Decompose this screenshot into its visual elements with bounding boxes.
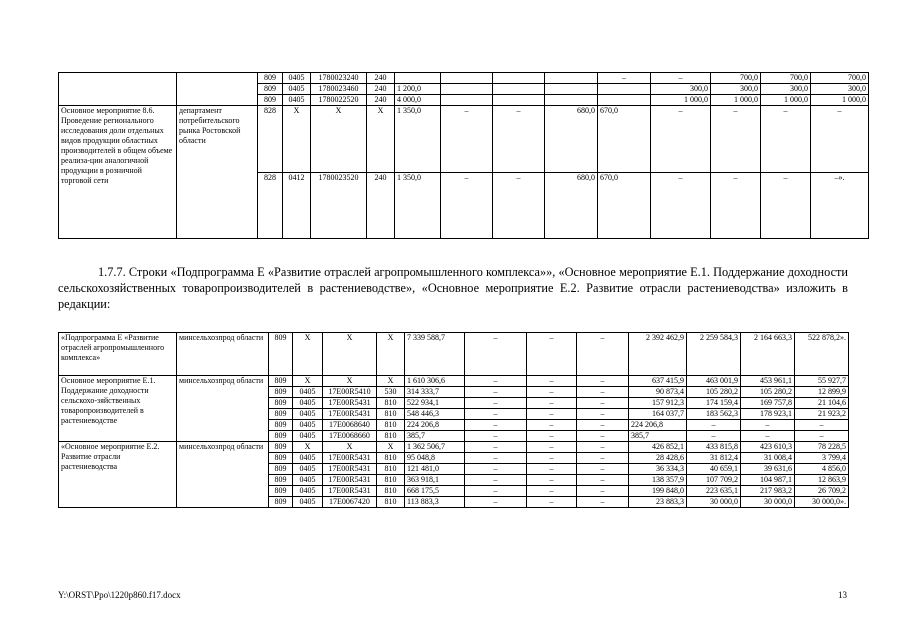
cell-csr: X bbox=[323, 333, 377, 376]
cell-grbs: 809 bbox=[269, 398, 293, 409]
cell-grbs: 809 bbox=[269, 333, 293, 376]
cell-year: 522 878,2». bbox=[795, 333, 849, 376]
cell-year: – bbox=[493, 106, 545, 173]
cell-rzpr: 0405 bbox=[293, 486, 323, 497]
cell-year: 223 635,1 bbox=[687, 486, 741, 497]
cell-year: – bbox=[493, 172, 545, 239]
cell-year: –». bbox=[811, 172, 869, 239]
cell-year bbox=[598, 84, 651, 95]
cell-vr: X bbox=[377, 442, 405, 453]
cell-year: 680,0 bbox=[545, 106, 598, 173]
cell-year: – bbox=[577, 420, 629, 431]
cell-csr: 17E00R5431 bbox=[323, 475, 377, 486]
cell-csr: 17E00R5431 bbox=[323, 409, 377, 420]
cell-grbs: 828 bbox=[258, 172, 283, 239]
cell-vr: 240 bbox=[367, 73, 395, 84]
cell-total: 113 883,3 bbox=[405, 497, 465, 508]
cell-vr: 810 bbox=[377, 497, 405, 508]
cell-year: 2 392 462,9 bbox=[629, 333, 687, 376]
cell-year: – bbox=[465, 497, 527, 508]
cell-year: 1 000,0 bbox=[811, 95, 869, 106]
cell-year: 300,0 bbox=[761, 84, 811, 95]
cell-rzpr: 0405 bbox=[293, 464, 323, 475]
cell-year: – bbox=[741, 431, 795, 442]
cell-year: – bbox=[711, 106, 761, 173]
cell-year: – bbox=[651, 172, 711, 239]
cell-rzpr: 0412 bbox=[283, 172, 311, 239]
cell-year: 169 757,8 bbox=[741, 398, 795, 409]
cell-csr: 17E00R5431 bbox=[323, 464, 377, 475]
cell-rzpr: 0405 bbox=[293, 420, 323, 431]
cell-year: 4 856,0 bbox=[795, 464, 849, 475]
table-row bbox=[59, 73, 869, 84]
cell-year: 90 873,4 bbox=[629, 387, 687, 398]
cell-year: – bbox=[527, 376, 577, 387]
cell-csr: X bbox=[311, 106, 367, 173]
cell-year: 700,0 bbox=[761, 73, 811, 84]
cell-year: – bbox=[577, 431, 629, 442]
cell-grbs: 828 bbox=[258, 106, 283, 173]
cell-year: 78 228,5 bbox=[795, 442, 849, 453]
cell-grbs: 809 bbox=[269, 442, 293, 453]
cell-vr: 810 bbox=[377, 431, 405, 442]
cell-year: – bbox=[441, 172, 493, 239]
cell-year: – bbox=[465, 398, 527, 409]
cell-year: 28 428,6 bbox=[629, 453, 687, 464]
cell-year: – bbox=[811, 106, 869, 173]
cell-rzpr: X bbox=[293, 442, 323, 453]
cell-year: – bbox=[761, 172, 811, 239]
cell-year: – bbox=[711, 172, 761, 239]
table-row bbox=[59, 333, 849, 376]
cell-csr: 17E0068640 bbox=[323, 420, 377, 431]
cell-total: 4 000,0 bbox=[395, 95, 441, 106]
cell-rzpr: 0405 bbox=[293, 497, 323, 508]
page-number: 13 bbox=[838, 590, 847, 600]
cell-rzpr: 0405 bbox=[283, 73, 311, 84]
cell-grbs: 809 bbox=[269, 420, 293, 431]
cell-vr: 810 bbox=[377, 464, 405, 475]
cell-grbs: 809 bbox=[269, 475, 293, 486]
cell-year: 637 415,9 bbox=[629, 376, 687, 387]
cell-year bbox=[441, 84, 493, 95]
cell-total: 224 206,8 bbox=[405, 420, 465, 431]
cell-year: 463 001,9 bbox=[687, 376, 741, 387]
cell-grbs: 809 bbox=[269, 387, 293, 398]
cell-vr: 530 bbox=[377, 387, 405, 398]
cell-year: 164 037,7 bbox=[629, 409, 687, 420]
cell-year: – bbox=[527, 420, 577, 431]
cell-year bbox=[545, 95, 598, 106]
cell-year: 23 883,3 bbox=[629, 497, 687, 508]
cell-year: – bbox=[577, 387, 629, 398]
cell-vr: 240 bbox=[367, 84, 395, 95]
cell-year: – bbox=[577, 453, 629, 464]
cell-vr: 240 bbox=[367, 172, 395, 239]
amendment-paragraph: 1.7.7. Строки «Подпрограмма Е «Развитие отраслей агропромышленного комплекса»», «Основное мероприятие Е.1. Поддержание доходности сельскохозяйственных товаропроизводителей в растениеводстве», «Основное мероприятие Е.2. Развитие отрасли растениеводства» изложить в редакции: bbox=[58, 265, 848, 311]
cell-measure: Основное мероприятие 8.6. Проведение регионального исследования доли отдельных видов продукции областных производителей в общем объеме реализа-ции аналогичной продукции в розничной торговой сети bbox=[59, 106, 177, 239]
cell-year bbox=[545, 84, 598, 95]
cell-grbs: 809 bbox=[269, 497, 293, 508]
cell-year: – bbox=[577, 497, 629, 508]
cell-total: 7 339 588,7 bbox=[405, 333, 465, 376]
cell-year: 31 008,4 bbox=[741, 453, 795, 464]
cell-year: 300,0 bbox=[711, 84, 761, 95]
cell-year: 31 812,4 bbox=[687, 453, 741, 464]
cell-year: 21 923,2 bbox=[795, 409, 849, 420]
cell-year bbox=[493, 84, 545, 95]
cell-vr: X bbox=[377, 333, 405, 376]
cell-year bbox=[441, 73, 493, 84]
cell-year: – bbox=[527, 453, 577, 464]
cell-year: – bbox=[651, 106, 711, 173]
cell-total: 1 610 306,6 bbox=[405, 376, 465, 387]
table-row bbox=[59, 376, 849, 387]
cell-year: 12 899,9 bbox=[795, 387, 849, 398]
cell-year: 2 164 663,3 bbox=[741, 333, 795, 376]
cell-year: – bbox=[577, 398, 629, 409]
cell-year: – bbox=[527, 497, 577, 508]
cell-year: 426 852,1 bbox=[629, 442, 687, 453]
cell-vr: 810 bbox=[377, 398, 405, 409]
cell-year: – bbox=[465, 486, 527, 497]
cell-year: – bbox=[441, 106, 493, 173]
cell-year: 385,7 bbox=[629, 431, 687, 442]
cell-year: – bbox=[527, 333, 577, 376]
cell-year: 39 631,6 bbox=[741, 464, 795, 475]
cell-year: – bbox=[795, 431, 849, 442]
cell-year: – bbox=[465, 453, 527, 464]
cell-year: 105 280,2 bbox=[741, 387, 795, 398]
cell-year: – bbox=[527, 442, 577, 453]
cell-year: 700,0 bbox=[811, 73, 869, 84]
cell-measure: Основное мероприятие Е.1. Поддержание доходности сельскохо-зяйственных товаропроизводителей в растениеводстве bbox=[59, 376, 177, 442]
cell-year: 700,0 bbox=[711, 73, 761, 84]
cell-year: – bbox=[527, 475, 577, 486]
cell-vr: 810 bbox=[377, 453, 405, 464]
cell-year: – bbox=[527, 486, 577, 497]
cell-year: – bbox=[465, 420, 527, 431]
cell-vr: 810 bbox=[377, 475, 405, 486]
cell-year: 30 000,0 bbox=[687, 497, 741, 508]
cell-csr: 17E0068660 bbox=[323, 431, 377, 442]
cell-rzpr: X bbox=[293, 333, 323, 376]
cell-year: 224 206,8 bbox=[629, 420, 687, 431]
cell-grbs: 809 bbox=[269, 409, 293, 420]
cell-year: – bbox=[687, 420, 741, 431]
cell-total: 314 333,7 bbox=[405, 387, 465, 398]
cell-year: – bbox=[465, 376, 527, 387]
cell-year: 104 987,1 bbox=[741, 475, 795, 486]
program-table-bottom bbox=[58, 332, 849, 508]
cell-total: 668 175,5 bbox=[405, 486, 465, 497]
cell-year: 1 000,0 bbox=[761, 95, 811, 106]
cell-year: – bbox=[465, 442, 527, 453]
cell-total: 121 481,0 bbox=[405, 464, 465, 475]
cell-year: – bbox=[577, 464, 629, 475]
cell-rzpr: 0405 bbox=[293, 453, 323, 464]
cell-year bbox=[493, 73, 545, 84]
cell-total: 1 350,0 bbox=[395, 172, 441, 239]
cell-grbs: 809 bbox=[269, 486, 293, 497]
cell-rzpr: 0405 bbox=[283, 95, 311, 106]
cell-measure: «Основное мероприятие Е.2. Развитие отрасли растениеводства bbox=[59, 442, 177, 508]
cell-year: 30 000,0 bbox=[741, 497, 795, 508]
cell-grbs: 809 bbox=[269, 376, 293, 387]
cell-year: 433 815,8 bbox=[687, 442, 741, 453]
cell-year: 3 799,4 bbox=[795, 453, 849, 464]
cell-csr: 1780023460 bbox=[311, 84, 367, 95]
cell-grbs: 809 bbox=[269, 464, 293, 475]
cell-year: – bbox=[527, 409, 577, 420]
cell-year: 26 709,2 bbox=[795, 486, 849, 497]
cell-total: 1 350,0 bbox=[395, 106, 441, 173]
cell-vr: 240 bbox=[367, 95, 395, 106]
cell-vr: 810 bbox=[377, 486, 405, 497]
cell-year: 21 104,6 bbox=[795, 398, 849, 409]
cell-year: 107 709,2 bbox=[687, 475, 741, 486]
cell-year: 453 961,1 bbox=[741, 376, 795, 387]
cell-grbs: 809 bbox=[258, 73, 283, 84]
cell-year: 1 000,0 bbox=[651, 95, 711, 106]
table-row bbox=[59, 442, 849, 453]
cell-vr: 810 bbox=[377, 409, 405, 420]
cell-csr: 17E0067420 bbox=[323, 497, 377, 508]
cell-total: 363 918,1 bbox=[405, 475, 465, 486]
cell-year: 423 610,3 bbox=[741, 442, 795, 453]
cell-executor: минсельхозпрод области bbox=[177, 333, 269, 376]
cell-year: – bbox=[527, 398, 577, 409]
cell-year: 40 659,1 bbox=[687, 464, 741, 475]
cell-year: – bbox=[577, 376, 629, 387]
cell-year: 138 357,9 bbox=[629, 475, 687, 486]
program-table-top bbox=[58, 72, 869, 239]
cell-csr: X bbox=[323, 442, 377, 453]
cell-total: 385,7 bbox=[405, 431, 465, 442]
cell-year: – bbox=[577, 442, 629, 453]
cell-year: – bbox=[527, 431, 577, 442]
cell-year bbox=[493, 95, 545, 106]
cell-executor bbox=[177, 73, 258, 106]
cell-year: 2 259 584,3 bbox=[687, 333, 741, 376]
cell-rzpr: X bbox=[293, 376, 323, 387]
cell-grbs: 809 bbox=[258, 84, 283, 95]
cell-csr: 17E00R5431 bbox=[323, 453, 377, 464]
cell-total bbox=[395, 73, 441, 84]
cell-year: – bbox=[465, 464, 527, 475]
cell-grbs: 809 bbox=[258, 95, 283, 106]
cell-year: 1 000,0 bbox=[711, 95, 761, 106]
cell-year: – bbox=[465, 431, 527, 442]
cell-year: – bbox=[527, 464, 577, 475]
cell-rzpr: 0405 bbox=[293, 409, 323, 420]
cell-csr: 17E00R5431 bbox=[323, 398, 377, 409]
cell-year: – bbox=[465, 333, 527, 376]
cell-total: 1 200,0 bbox=[395, 84, 441, 95]
cell-year: 183 562,3 bbox=[687, 409, 741, 420]
cell-rzpr: 0405 bbox=[283, 84, 311, 95]
cell-year: 670,0 bbox=[598, 172, 651, 239]
cell-total: 548 446,3 bbox=[405, 409, 465, 420]
cell-year: – bbox=[598, 73, 651, 84]
cell-grbs: 809 bbox=[269, 453, 293, 464]
cell-year: – bbox=[465, 475, 527, 486]
cell-measure bbox=[59, 73, 177, 106]
cell-total: 522 934,1 bbox=[405, 398, 465, 409]
cell-executor: минсельхозпрод области bbox=[177, 442, 269, 508]
cell-rzpr: 0405 bbox=[293, 475, 323, 486]
cell-csr: 1780022520 bbox=[311, 95, 367, 106]
cell-csr: 1780023520 bbox=[311, 172, 367, 239]
cell-csr: X bbox=[323, 376, 377, 387]
cell-year: – bbox=[651, 73, 711, 84]
cell-measure: «Подпрограмма Е «Развитие отраслей агропромышленного комплекса» bbox=[59, 333, 177, 376]
cell-year: 670,0 bbox=[598, 106, 651, 173]
cell-vr: X bbox=[377, 376, 405, 387]
cell-year: 199 848,0 bbox=[629, 486, 687, 497]
cell-year: 174 159,4 bbox=[687, 398, 741, 409]
cell-rzpr: 0405 bbox=[293, 431, 323, 442]
cell-vr: X bbox=[367, 106, 395, 173]
cell-year: – bbox=[577, 486, 629, 497]
cell-year: 55 927,7 bbox=[795, 376, 849, 387]
cell-year: 105 280,2 bbox=[687, 387, 741, 398]
cell-year: 178 923,1 bbox=[741, 409, 795, 420]
cell-vr: 810 bbox=[377, 420, 405, 431]
cell-total: 1 362 506,7 bbox=[405, 442, 465, 453]
cell-year: – bbox=[687, 431, 741, 442]
cell-year bbox=[598, 95, 651, 106]
cell-year: – bbox=[577, 409, 629, 420]
cell-executor: минсельхозпрод области bbox=[177, 376, 269, 442]
cell-rzpr: 0405 bbox=[293, 398, 323, 409]
cell-year bbox=[545, 73, 598, 84]
cell-year: – bbox=[761, 106, 811, 173]
cell-year: 300,0 bbox=[651, 84, 711, 95]
cell-grbs: 809 bbox=[269, 431, 293, 442]
cell-csr: 1780023240 bbox=[311, 73, 367, 84]
cell-year: 680,0 bbox=[545, 172, 598, 239]
cell-year: – bbox=[465, 387, 527, 398]
cell-year: – bbox=[795, 420, 849, 431]
footer-file-path: Y:\ORST\Ppo\1220p860.f17.docx bbox=[58, 590, 181, 600]
cell-rzpr: X bbox=[283, 106, 311, 173]
cell-year: – bbox=[577, 333, 629, 376]
cell-total: 95 048,8 bbox=[405, 453, 465, 464]
cell-year: 157 912,3 bbox=[629, 398, 687, 409]
cell-year: 300,0 bbox=[811, 84, 869, 95]
cell-year: 30 000,0». bbox=[795, 497, 849, 508]
cell-executor: департамент потребительского рынка Ростовской области bbox=[177, 106, 258, 239]
cell-csr: 17E00R5410 bbox=[323, 387, 377, 398]
cell-year: – bbox=[577, 475, 629, 486]
cell-rzpr: 0405 bbox=[293, 387, 323, 398]
cell-year: – bbox=[465, 409, 527, 420]
table-row bbox=[59, 106, 869, 173]
cell-year: 217 983,2 bbox=[741, 486, 795, 497]
cell-year: – bbox=[741, 420, 795, 431]
cell-year: – bbox=[527, 387, 577, 398]
cell-year: 12 863,9 bbox=[795, 475, 849, 486]
cell-year bbox=[441, 95, 493, 106]
cell-year: 36 334,3 bbox=[629, 464, 687, 475]
cell-csr: 17E00R5431 bbox=[323, 486, 377, 497]
